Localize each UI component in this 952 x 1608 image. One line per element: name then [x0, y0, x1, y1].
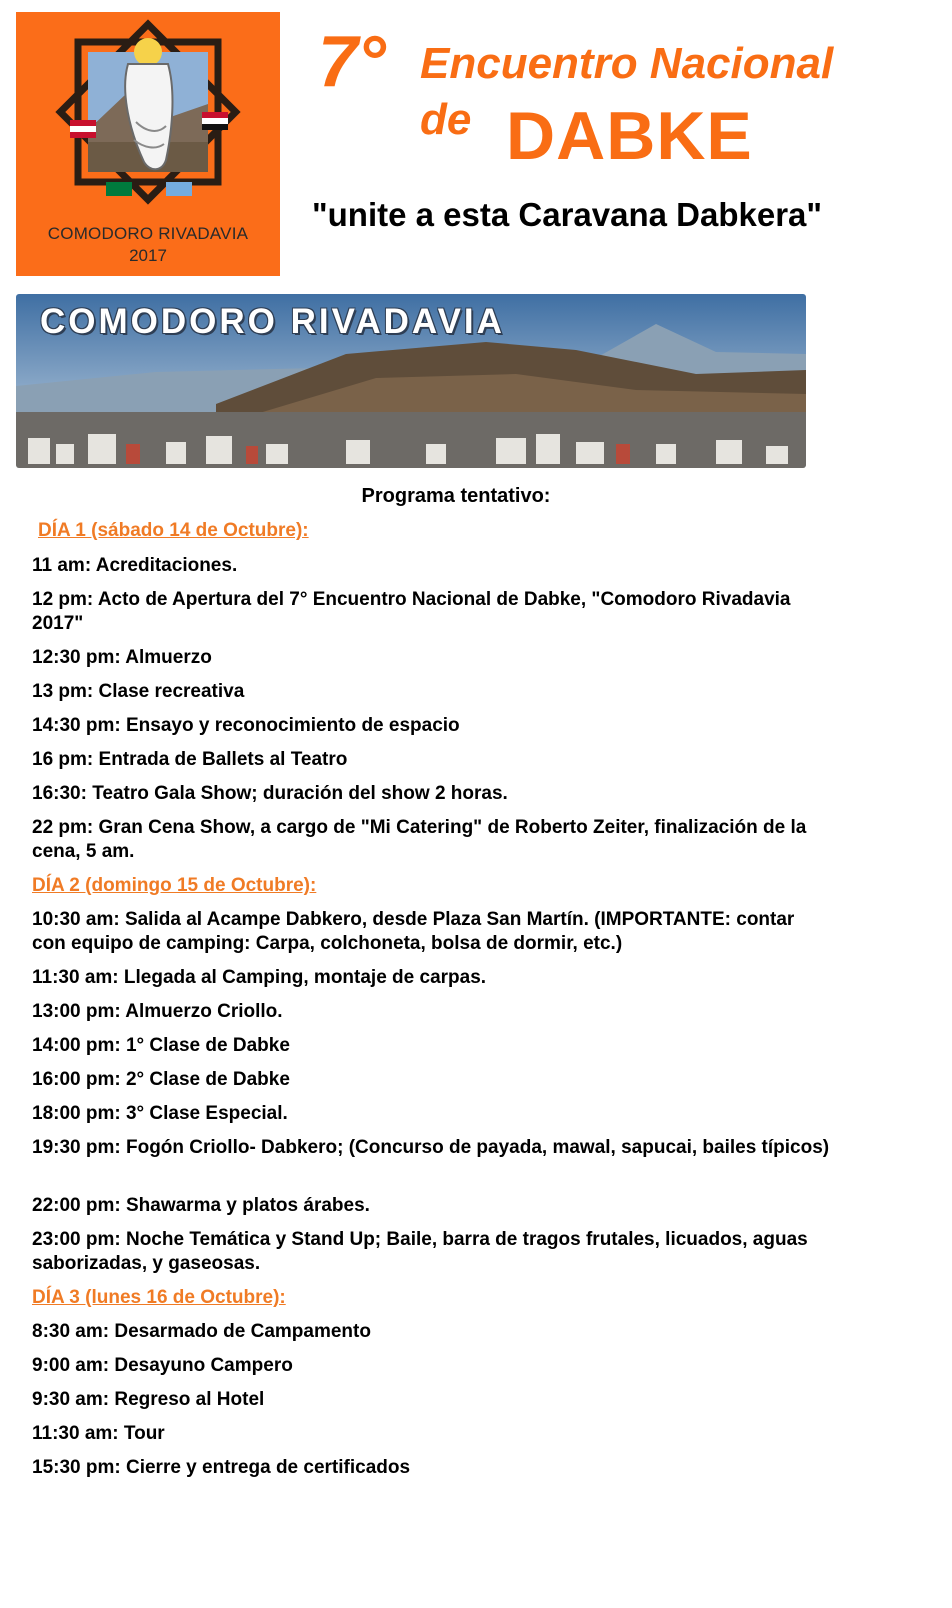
day-2-item: 16:00 pm: 2° Clase de Dabke — [32, 1069, 290, 1090]
day-2-item: 23:00 pm: Noche Temática y Stand Up; Baile, barra de tragos frutales, licuados, aguas saborizadas, y gaseosas. — [32, 1229, 808, 1274]
title-encuentro-nacional: Encuentro Nacional — [420, 39, 834, 88]
day-1-item: 16 pm: Entrada de Ballets al Teatro — [32, 749, 348, 770]
banner-title: COMODORO RIVADAVIA — [40, 302, 505, 341]
day-3-item: 9:00 am: Desayuno Campero — [32, 1355, 293, 1376]
day-1-item: 13 pm: Clase recreativa — [32, 681, 245, 702]
day-3-item: 11:30 am: Tour — [32, 1423, 165, 1444]
logo-year-text: 2017 — [129, 246, 167, 265]
day-1-heading: DÍA 1 (sábado 14 de Octubre): — [38, 520, 309, 541]
title-dabke: DABKE — [506, 98, 753, 174]
day-2-item: 10:30 am: Salida al Acampe Dabkero, desde Plaza San Martín. (IMPORTANTE: contar con equipo de camping: Carpa, colchoneta, bolsa de dormir, etc.) — [32, 909, 795, 954]
logo-city-text: COMODORO RIVADAVIA — [47, 224, 249, 243]
day-1-item: 12:30 pm: Almuerzo — [32, 647, 212, 668]
title-de: de — [420, 95, 472, 144]
day-1-item: 16:30: Teatro Gala Show; duración del show 2 horas. — [32, 783, 508, 804]
day-3-item: 8:30 am: Desarmado de Campamento — [32, 1321, 371, 1342]
day-2-item: 13:00 pm: Almuerzo Criollo. — [32, 1001, 283, 1022]
day-3-heading: DÍA 3 (lunes 16 de Octubre): — [32, 1287, 286, 1308]
slogan: "unite a esta Caravana Dabkera" — [312, 196, 823, 233]
day-1-item: 11 am: Acreditaciones. — [32, 555, 238, 576]
day-1-item: 22 pm: Gran Cena Show, a cargo de "Mi Catering" de Roberto Zeiter, finalización de la cena, 5 am. — [32, 817, 807, 862]
day-2-item: 18:00 pm: 3° Clase Especial. — [32, 1103, 288, 1124]
day-1-item: 14:30 pm: Ensayo y reconocimiento de espacio — [32, 715, 460, 736]
event-logo — [16, 12, 280, 276]
day-2-item: 14:00 pm: 1° Clase de Dabke — [32, 1035, 290, 1056]
edition-number: 7° — [318, 22, 385, 102]
day-3-item: 15:30 pm: Cierre y entrega de certificados — [32, 1457, 411, 1478]
day-1-item: 12 pm: Acto de Apertura del 7° Encuentro Nacional de Dabke, "Comodoro Rivadavia 2017" — [32, 589, 791, 634]
day-2-heading: DÍA 2 (domingo 15 de Octubre): — [32, 875, 317, 896]
day-3-item: 9:30 am: Regreso al Hotel — [32, 1389, 265, 1410]
program-title: Programa tentativo: — [361, 485, 551, 507]
day-2-item: 11:30 am: Llegada al Camping, montaje de carpas. — [32, 967, 487, 988]
day-2-item: 22:00 pm: Shawarma y platos árabes. — [32, 1195, 370, 1216]
city-banner — [16, 294, 806, 468]
day-2-item: 19:30 pm: Fogón Criollo- Dabkero; (Concurso de payada, mawal, sapucai, bailes típicos) — [32, 1137, 830, 1158]
